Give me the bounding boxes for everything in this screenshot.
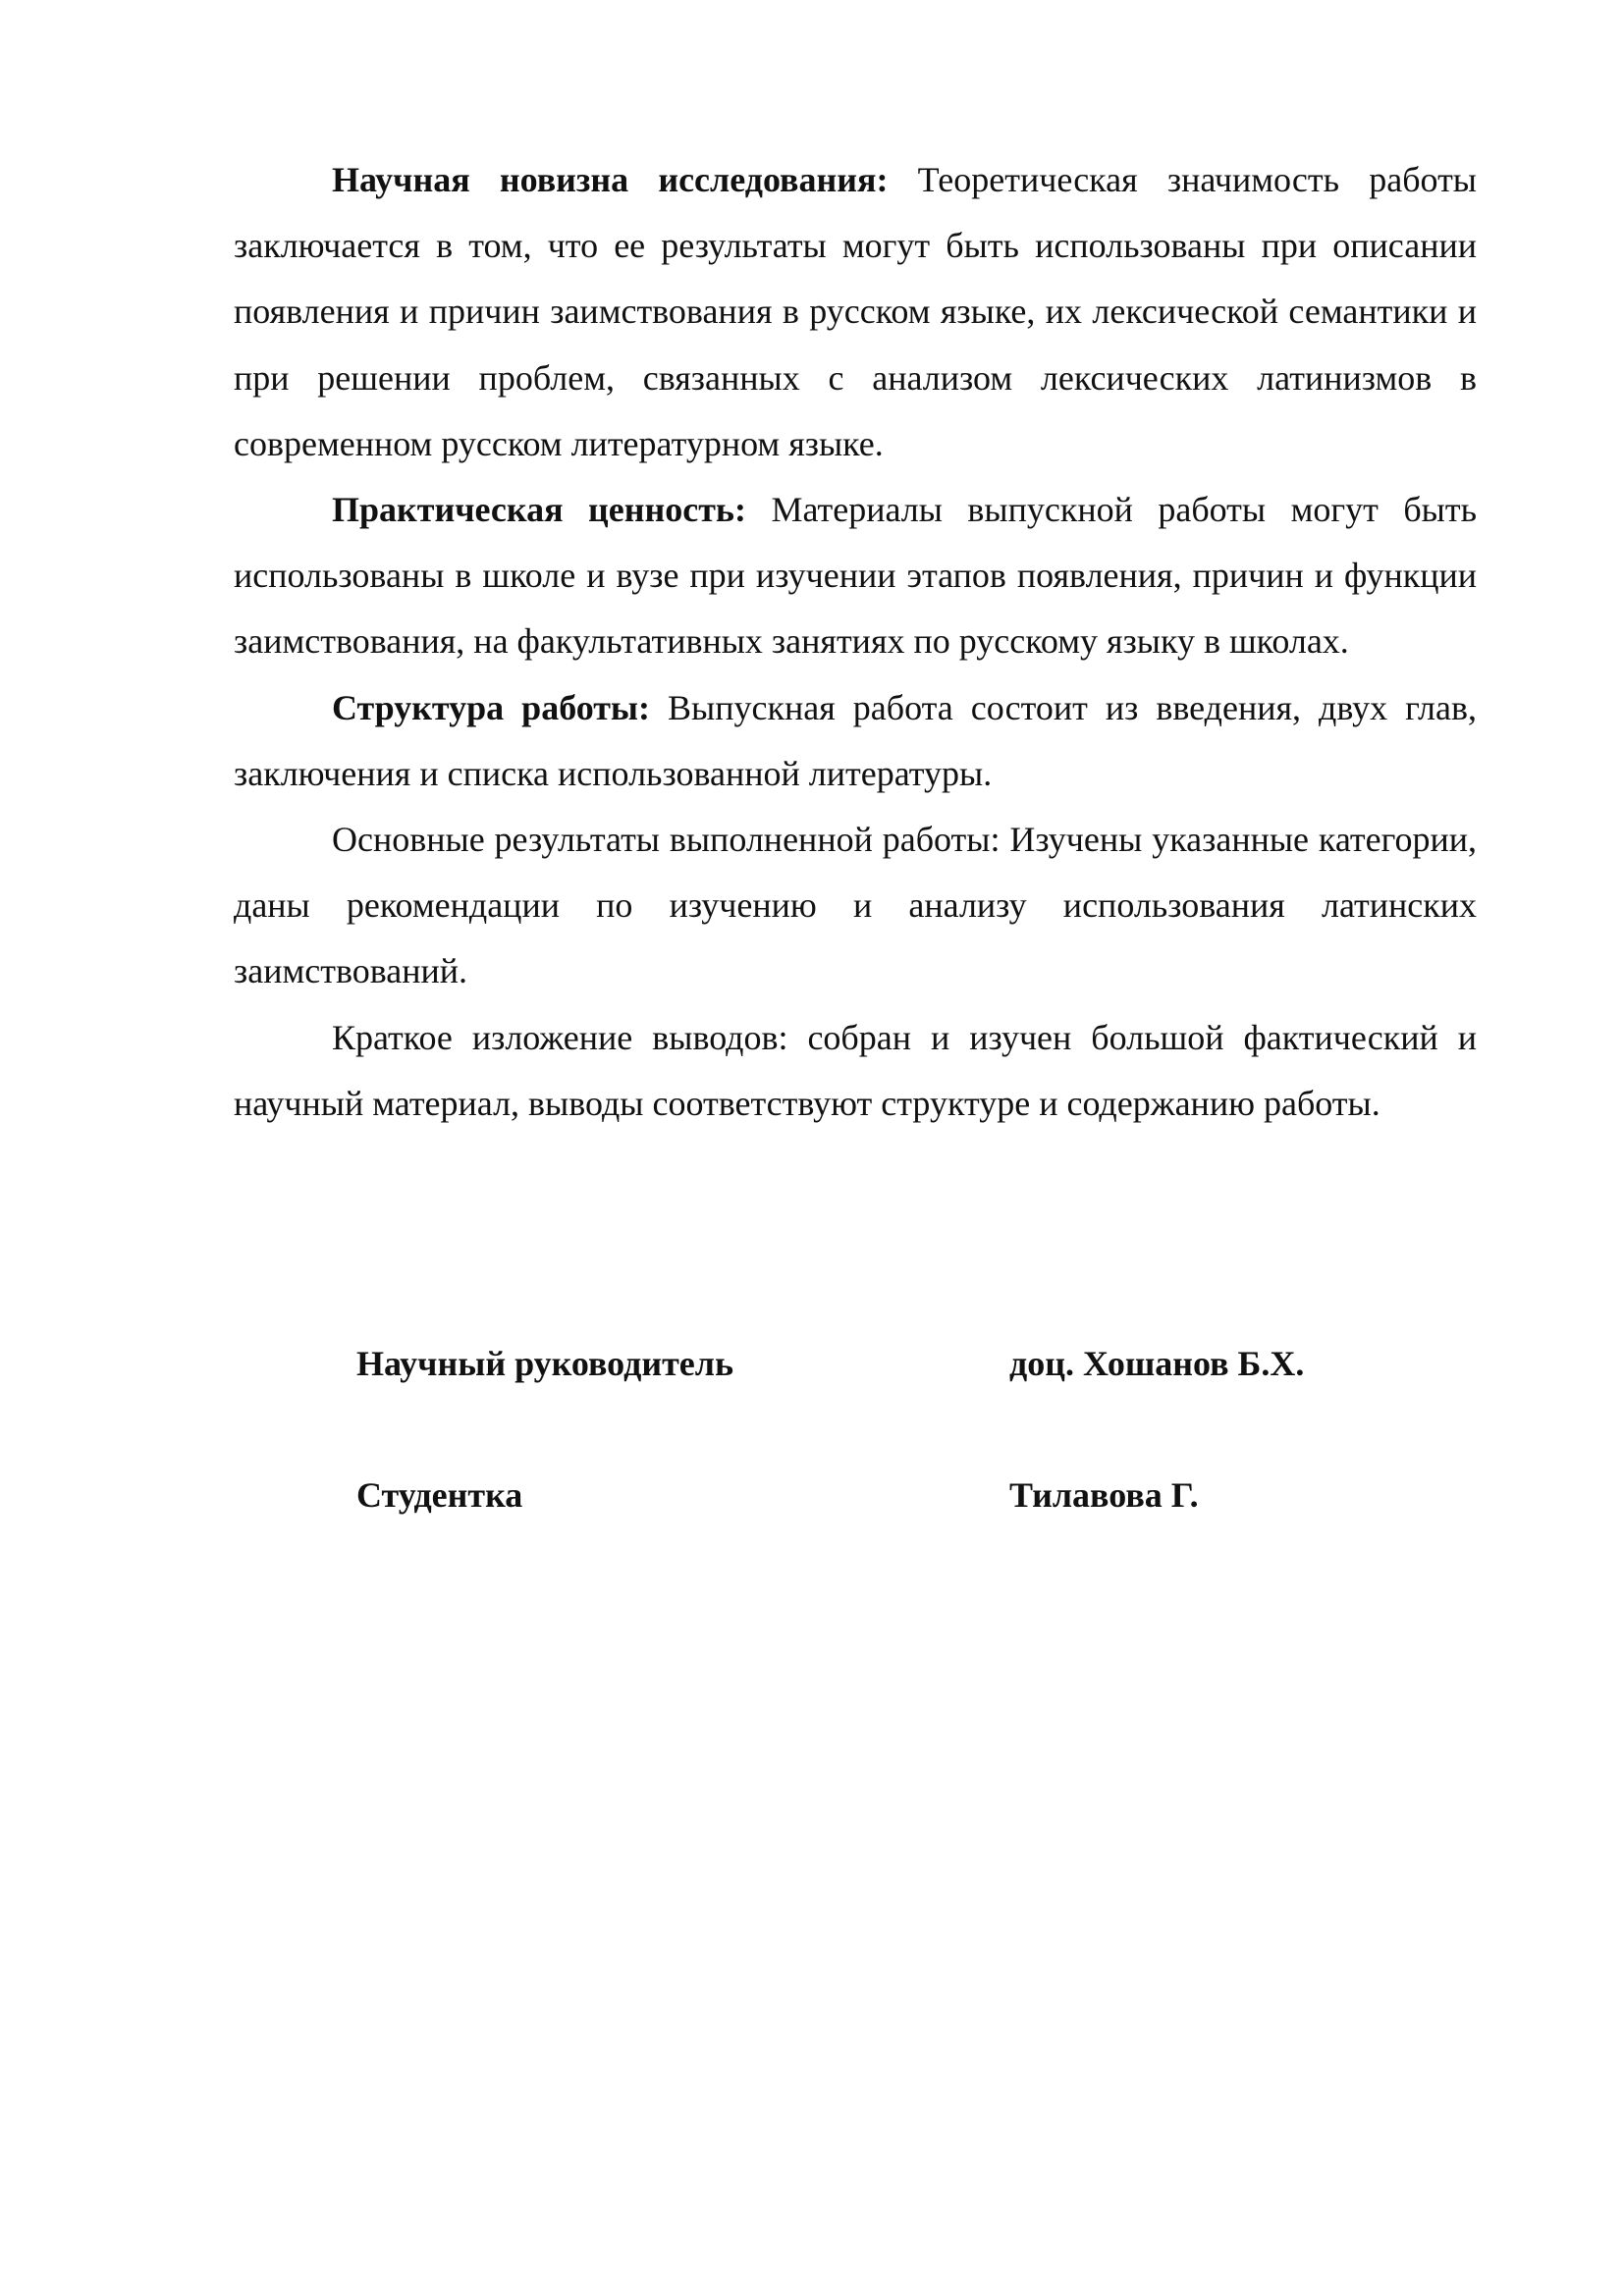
signature-name: Тилавова Г. [1009, 1475, 1199, 1515]
paragraph-text: Выпускная работа состоит из введения, двух глав, заключения и списка использованной литературы. [234, 687, 1477, 793]
paragraph-practical-value [234, 477, 1477, 675]
signature-block [356, 1343, 1436, 1606]
paragraph-text: Основные результаты выполненной работы: Изучены указанные категории, даны рекомендации по изучению и анализу использования латинских заимствований. [234, 820, 1477, 991]
document-body [234, 147, 1477, 1137]
signature-name: доц. Хошанов Б.Х. [1009, 1344, 1305, 1383]
signature-row-supervisor [356, 1343, 1436, 1474]
paragraph-lead: Научная новизна исследования: [332, 160, 889, 199]
paragraph-lead: Структура работы: [332, 687, 651, 727]
paragraph-lead: Практическая ценность: [332, 490, 746, 530]
signature-role: Научный руководитель [356, 1344, 733, 1383]
paragraph-main-results [234, 807, 1477, 1005]
signature-role: Студентка [356, 1475, 523, 1515]
signature-row-student [356, 1474, 1436, 1606]
paragraph-conclusions-summary [234, 1005, 1477, 1137]
paragraph-text: Краткое изложение выводов: собран и изучен большой фактический и научный материал, выводы соответствуют структуре и содержанию работы. [234, 1017, 1477, 1123]
paragraph-text: Материалы выпускной работы могут быть использованы в школе и вузе при изучении этапов появления, причин и функции заимствования, на факультативных занятиях по русскому языку в школах. [234, 490, 1478, 662]
paragraph-text: Теоретическая значимость работы заключается в том, что ее результаты могут быть использованы при описании появления и причин заимствования в русском языке, их лексической семантики и при решении проблем, связанных с анализом лексических латинизмов в современном русском литературном языке. [234, 160, 1477, 463]
paragraph-scientific-novelty [234, 147, 1477, 477]
paragraph-work-structure [234, 675, 1477, 807]
